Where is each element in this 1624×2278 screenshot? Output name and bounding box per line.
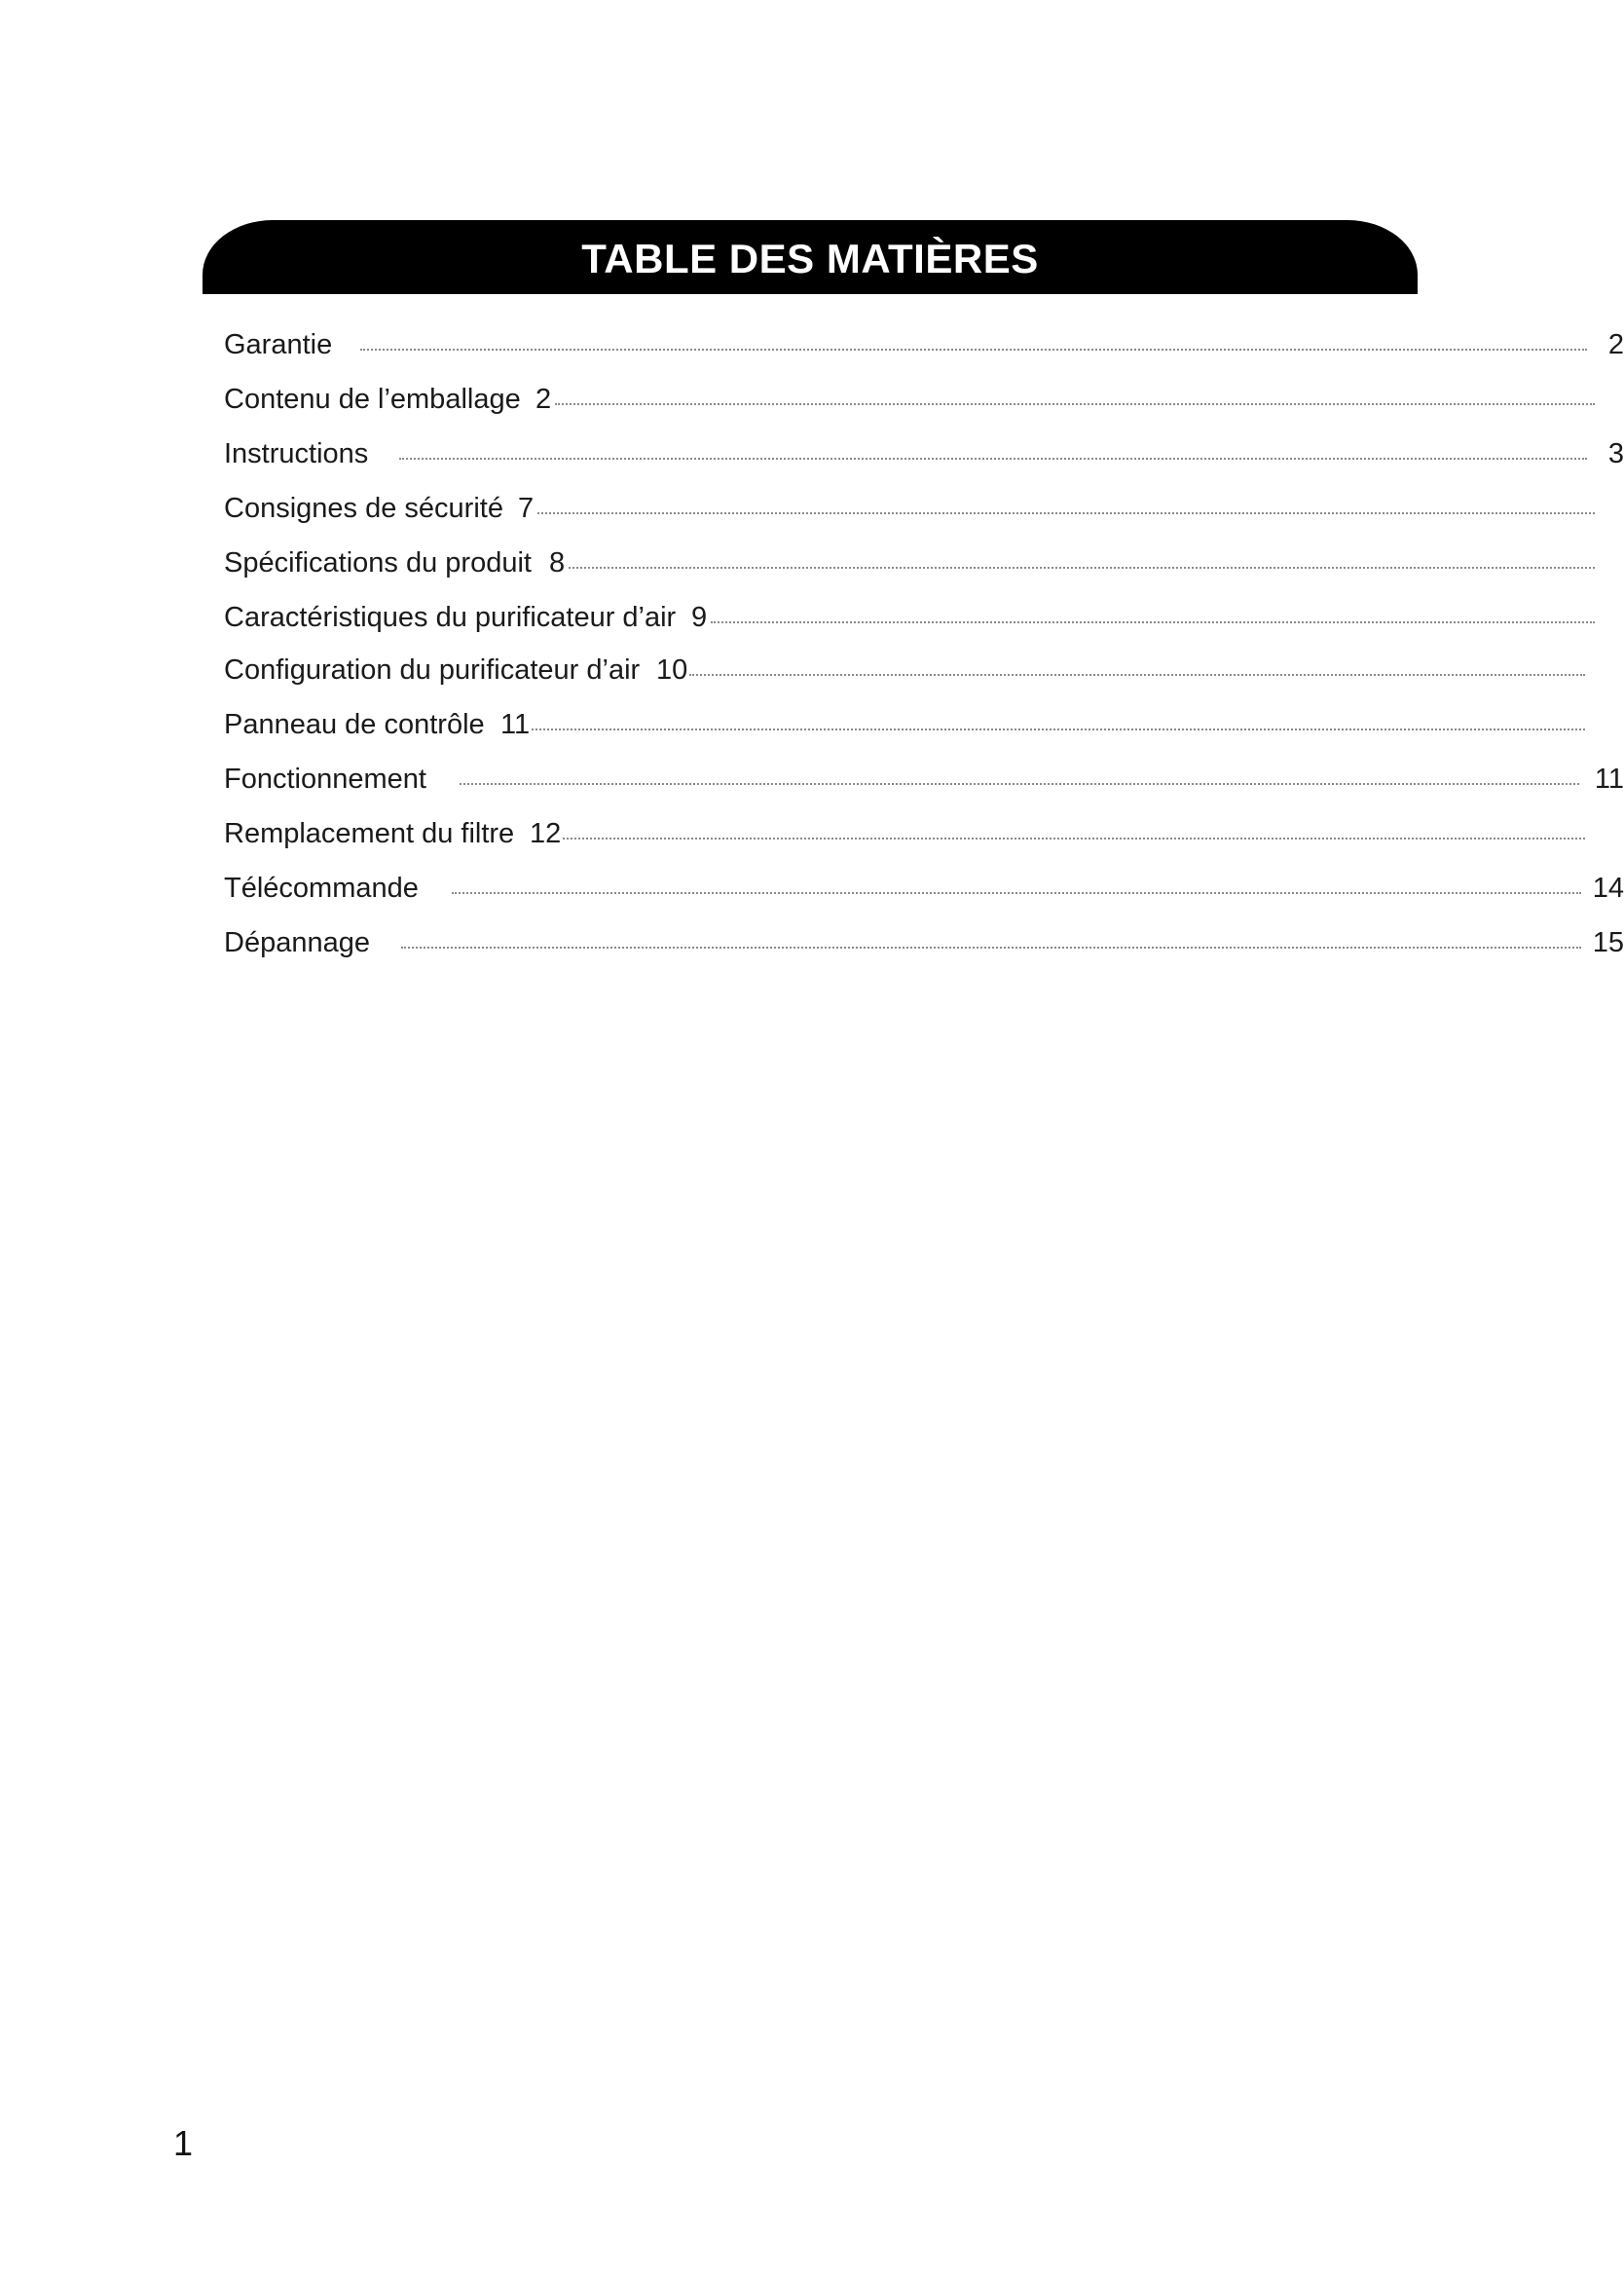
toc-entry-page: 2: [1607, 329, 1624, 360]
toc-entry-page: 15: [1592, 927, 1624, 958]
dot-leader: [452, 892, 1581, 894]
toc-entry-page: 14: [1592, 873, 1624, 904]
dot-leader: [569, 567, 1595, 569]
toc-entry-page: 9: [691, 602, 708, 633]
toc-entry-label: Spécifications du produit: [224, 547, 532, 579]
dot-leader: [360, 349, 1587, 351]
dot-leader: [711, 621, 1595, 623]
dot-leader: [532, 728, 1585, 730]
toc-entry-label: Contenu de l’emballage: [224, 384, 521, 415]
toc-entry-label: Panneau de contrôle: [224, 709, 485, 740]
dot-leader: [401, 947, 1581, 949]
dot-leader: [399, 458, 1587, 460]
dot-leader: [537, 512, 1595, 514]
toc-entry-label: Instructions: [224, 438, 369, 469]
toc-entry-label: Configuration du purificateur d’air: [224, 654, 641, 686]
dot-leader: [689, 674, 1585, 676]
toc-entry-label: Remplacement du filtre: [224, 818, 515, 849]
toc-entry-label: Caractéristiques du purificateur d’air: [224, 602, 677, 633]
toc-entry-label: Fonctionnement: [224, 764, 426, 795]
toc-entry-page: 11: [500, 709, 531, 740]
toc-entry-page: 7: [518, 493, 535, 524]
toc-entry-label: Consignes de sécurité: [224, 493, 503, 524]
toc-entry-page: 8: [549, 547, 566, 579]
toc-entry-page: 10: [656, 654, 688, 686]
toc-entry-label: Garantie: [224, 329, 333, 360]
toc-entry-page: 12: [530, 818, 562, 849]
dot-leader: [555, 403, 1595, 405]
toc-entry-page: 3: [1607, 438, 1624, 469]
toc-entry-label: Dépannage: [224, 927, 370, 958]
toc-entry-page: 11: [1594, 764, 1624, 795]
toc-header-bar: [203, 220, 1418, 294]
toc-entry-page: 2: [535, 384, 552, 415]
page-number: 1: [173, 2123, 194, 2163]
dot-leader: [460, 783, 1579, 785]
toc-entry-label: Télécommande: [224, 873, 419, 904]
dot-leader: [563, 838, 1585, 840]
toc-title: TABLE DES MATIÈRES: [581, 236, 1039, 281]
